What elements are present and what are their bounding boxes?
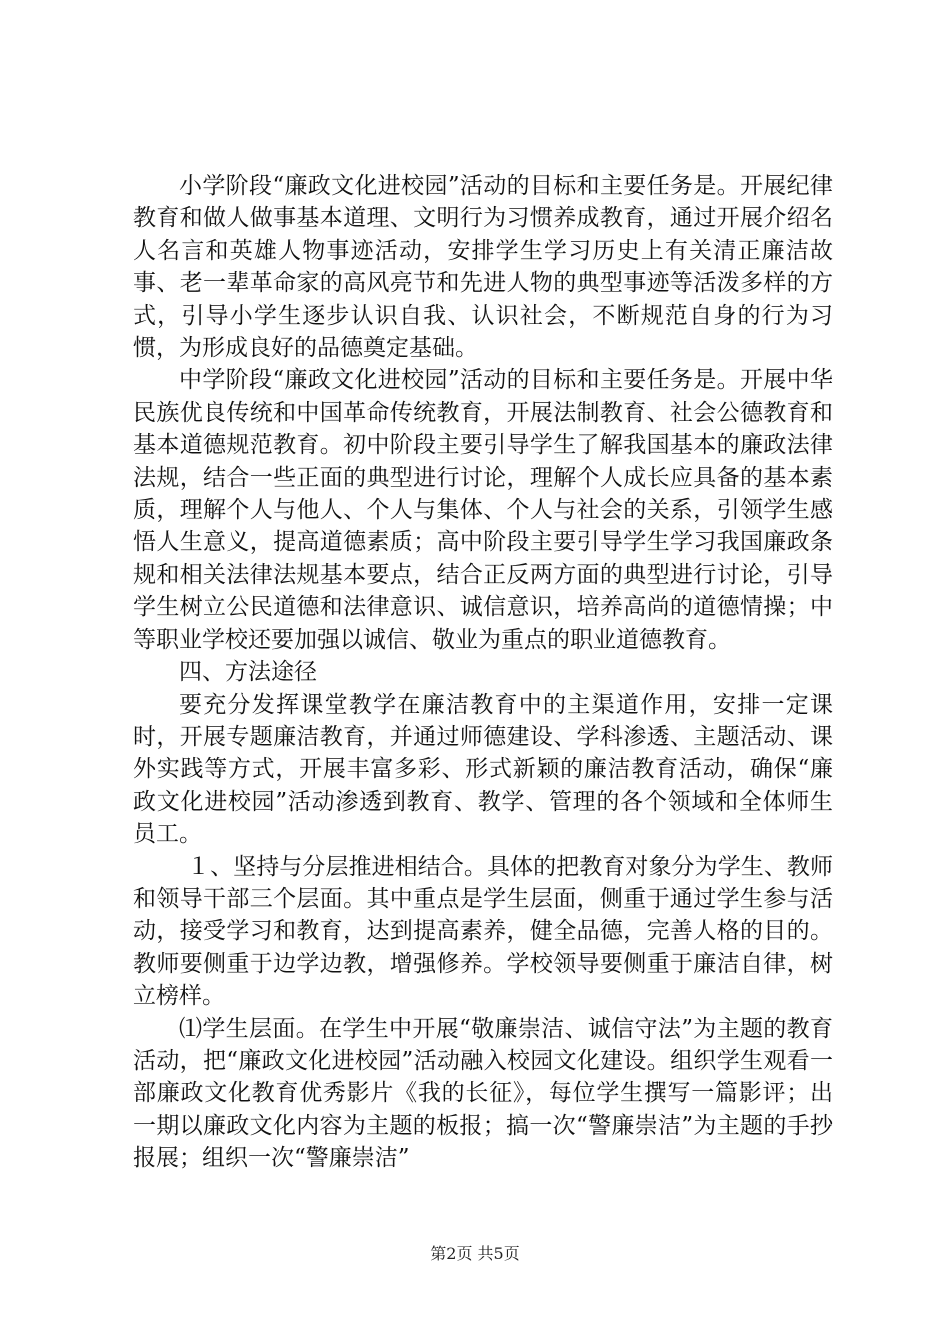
page-footer: 第2页 共5页 xyxy=(430,1244,520,1263)
paragraph-layered-approach: １、坚持与分层推进相结合。具体的把教育对象分为学生、教师和领导干部三个层面。其中重点是学生层面，侧重于通过学生参与活动，接受学习和教育，达到提高素养，健全品德，完善人格的目的。教师要侧重于边学边教，增强修养。学校领导要侧重于廉洁自律，树立榜样。 xyxy=(133,853,833,1010)
paragraph-middle-school-goals: 中学阶段“廉政文化进校园”活动的目标和主要任务是。开展中华民族优良传统和中国革命传统教育，开展法制教育、社会公德教育和基本道德规范教育。初中阶段主要引导学生了解我国基本的廉政法律法规，结合一些正面的典型进行讨论，理解个人成长应具备的基本素质，理解个人与他人、个人与集体、个人与社会的关系，引领学生感悟人生意义，提高道德素质；高中阶段主要引导学生学习我国廉政条规和相关法律法规基本要点，结合正反两方面的典型进行讨论，引导学生树立公民道德和法律意识、诚信意识，培养高尚的道德情操；中等职业学校还要加强以诚信、敬业为重点的职业道德教育。 xyxy=(133,367,833,653)
paragraph-classroom-teaching: 要充分发挥课堂教学在廉洁教育中的主渠道作用，安排一定课时，开展专题廉洁教育，并通过师德建设、学科渗透、主题活动、课外实践等方式，开展丰富多彩、形式新颖的廉洁教育活动，确保“廉政文化进校园”活动渗透到教育、教学、管理的各个领域和全体师生员工。 xyxy=(133,691,833,848)
document-body xyxy=(133,170,833,1175)
paragraph-student-level: ⑴学生层面。在学生中开展“敬廉崇洁、诚信守法”为主题的教育活动，把“廉政文化进校园”活动融入校园文化建设。组织学生观看一部廉政文化教育优秀影片《我的长征》，每位学生撰写一篇影评；出一期以廉政文化内容为主题的板报；搞一次“警廉崇洁”为主题的手抄报展；组织一次“警廉崇洁” xyxy=(133,1015,833,1172)
section-heading-methods: 四、方法途径 xyxy=(179,659,317,686)
paragraph-primary-school-goals: 小学阶段“廉政文化进校园”活动的目标和主要任务是。开展纪律教育和做人做事基本道理、文明行为习惯养成教育，通过开展介绍名人名言和英雄人物事迹活动，安排学生学习历史上有关清正廉洁故事、老一辈革命家的高风亮节和先进人物的典型事迹等活泼多样的方式，引导小学生逐步认识自我、认识社会，不断规范自身的行为习惯，为形成良好的品德奠定基础。 xyxy=(133,173,833,362)
